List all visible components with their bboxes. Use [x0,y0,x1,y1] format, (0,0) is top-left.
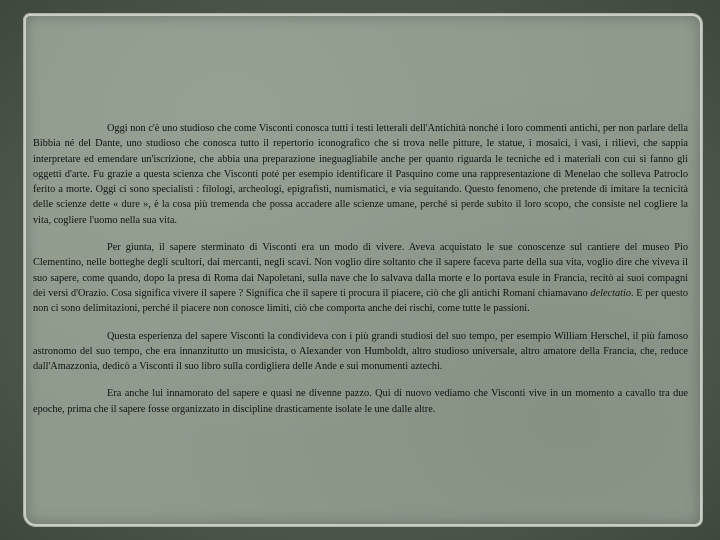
paragraph-2 [33,240,688,316]
text-body [33,121,688,429]
paragraph-2-text-after: . E per questo non ci sono delimitazioni, perché il piacere non conosce limiti, ciò che comporta anche dei rischi, come tutte le passioni. [33,287,688,315]
paragraph-1: Oggi non c'è uno studioso che come Visconti conosca tutti i testi letterali dell'Antichità nonché i loro commenti antichi, per non parlare della Bibbia né del Dante, uno studioso che conosca tutto il repertorio iconografico che si trova nelle pitture, le statue, i mosaici, i vasi, i rilievi, che sappia interpretare ed emendare un'iscrizione, che abbia una preparazione ineguagliabile anche per quanto riguarda le tecniche ed i materiali con cui si fanno gli oggetti d'arte. Fu grazie a questa scienza che Visconti poté per esempio identificare il Pasquino come una rappresentazione di Menelao che solleva Patroclo ferito a morte. Oggi ci sono specialisti : filologi, archeologi, epigrafisti, numismatici, e via seguitando. Questo fenomeno, che pretende di imitare la tecnicità delle scienze dette « dure », è la cosa più tremenda che possa accadere alle scienze umane, perché si perde subito il loro scopo, che consiste nel cogliere la vita, cogliere l'uomo nella sua vita. [33,123,688,226]
paragraph-2-text-before: Per giunta, il sapere sterminato di Visconti era un modo di vivere. Aveva acquistato le sue conoscenze sul cantiere del museo Pio Clementino, nelle botteghe degli scultori, dai mercanti, negli scavi. Non voglio dire soltanto che il sapere faceva parte della sua vita, voglio dire che viveva il suo sapere, come quando, dopo la presa di Roma dai Napoletani, sulla nave che lo salvava dalla morte e lo portava esule in Francia, recitò ai suoi compagni dei versi d'Orazio. Cosa significa vivere il sapere ? Significa che il sapere ti procura il piacere, ciò che gli antichi Romani chiamavano [33,242,688,299]
paragraph-4: Era anche lui innamorato del sapere e quasi ne divenne pazzo. Qui di nuovo vediamo che Visconti vive in un momento a cavallo tra due epoche, prima che il sapere fosse organizzato in discipline drasticamente isolate le une dalle altre. [33,388,688,415]
paragraph-2-emphasis: delectatio [590,287,631,299]
paragraph-3: Questa esperienza del sapere Visconti la condivideva con i più grandi studiosi del suo tempo, per esempio William Herschel, il più famoso astronomo del suo tempo, che era innanzitutto un musicista, o Alexander von Humboldt, altro studioso universale, altro amatore della Francia, che, reduce dall'Amazzonia, dedicò a Visconti il suo libro sulla cordigliera delle Ande e sui monumenti aztechi. [33,330,688,373]
